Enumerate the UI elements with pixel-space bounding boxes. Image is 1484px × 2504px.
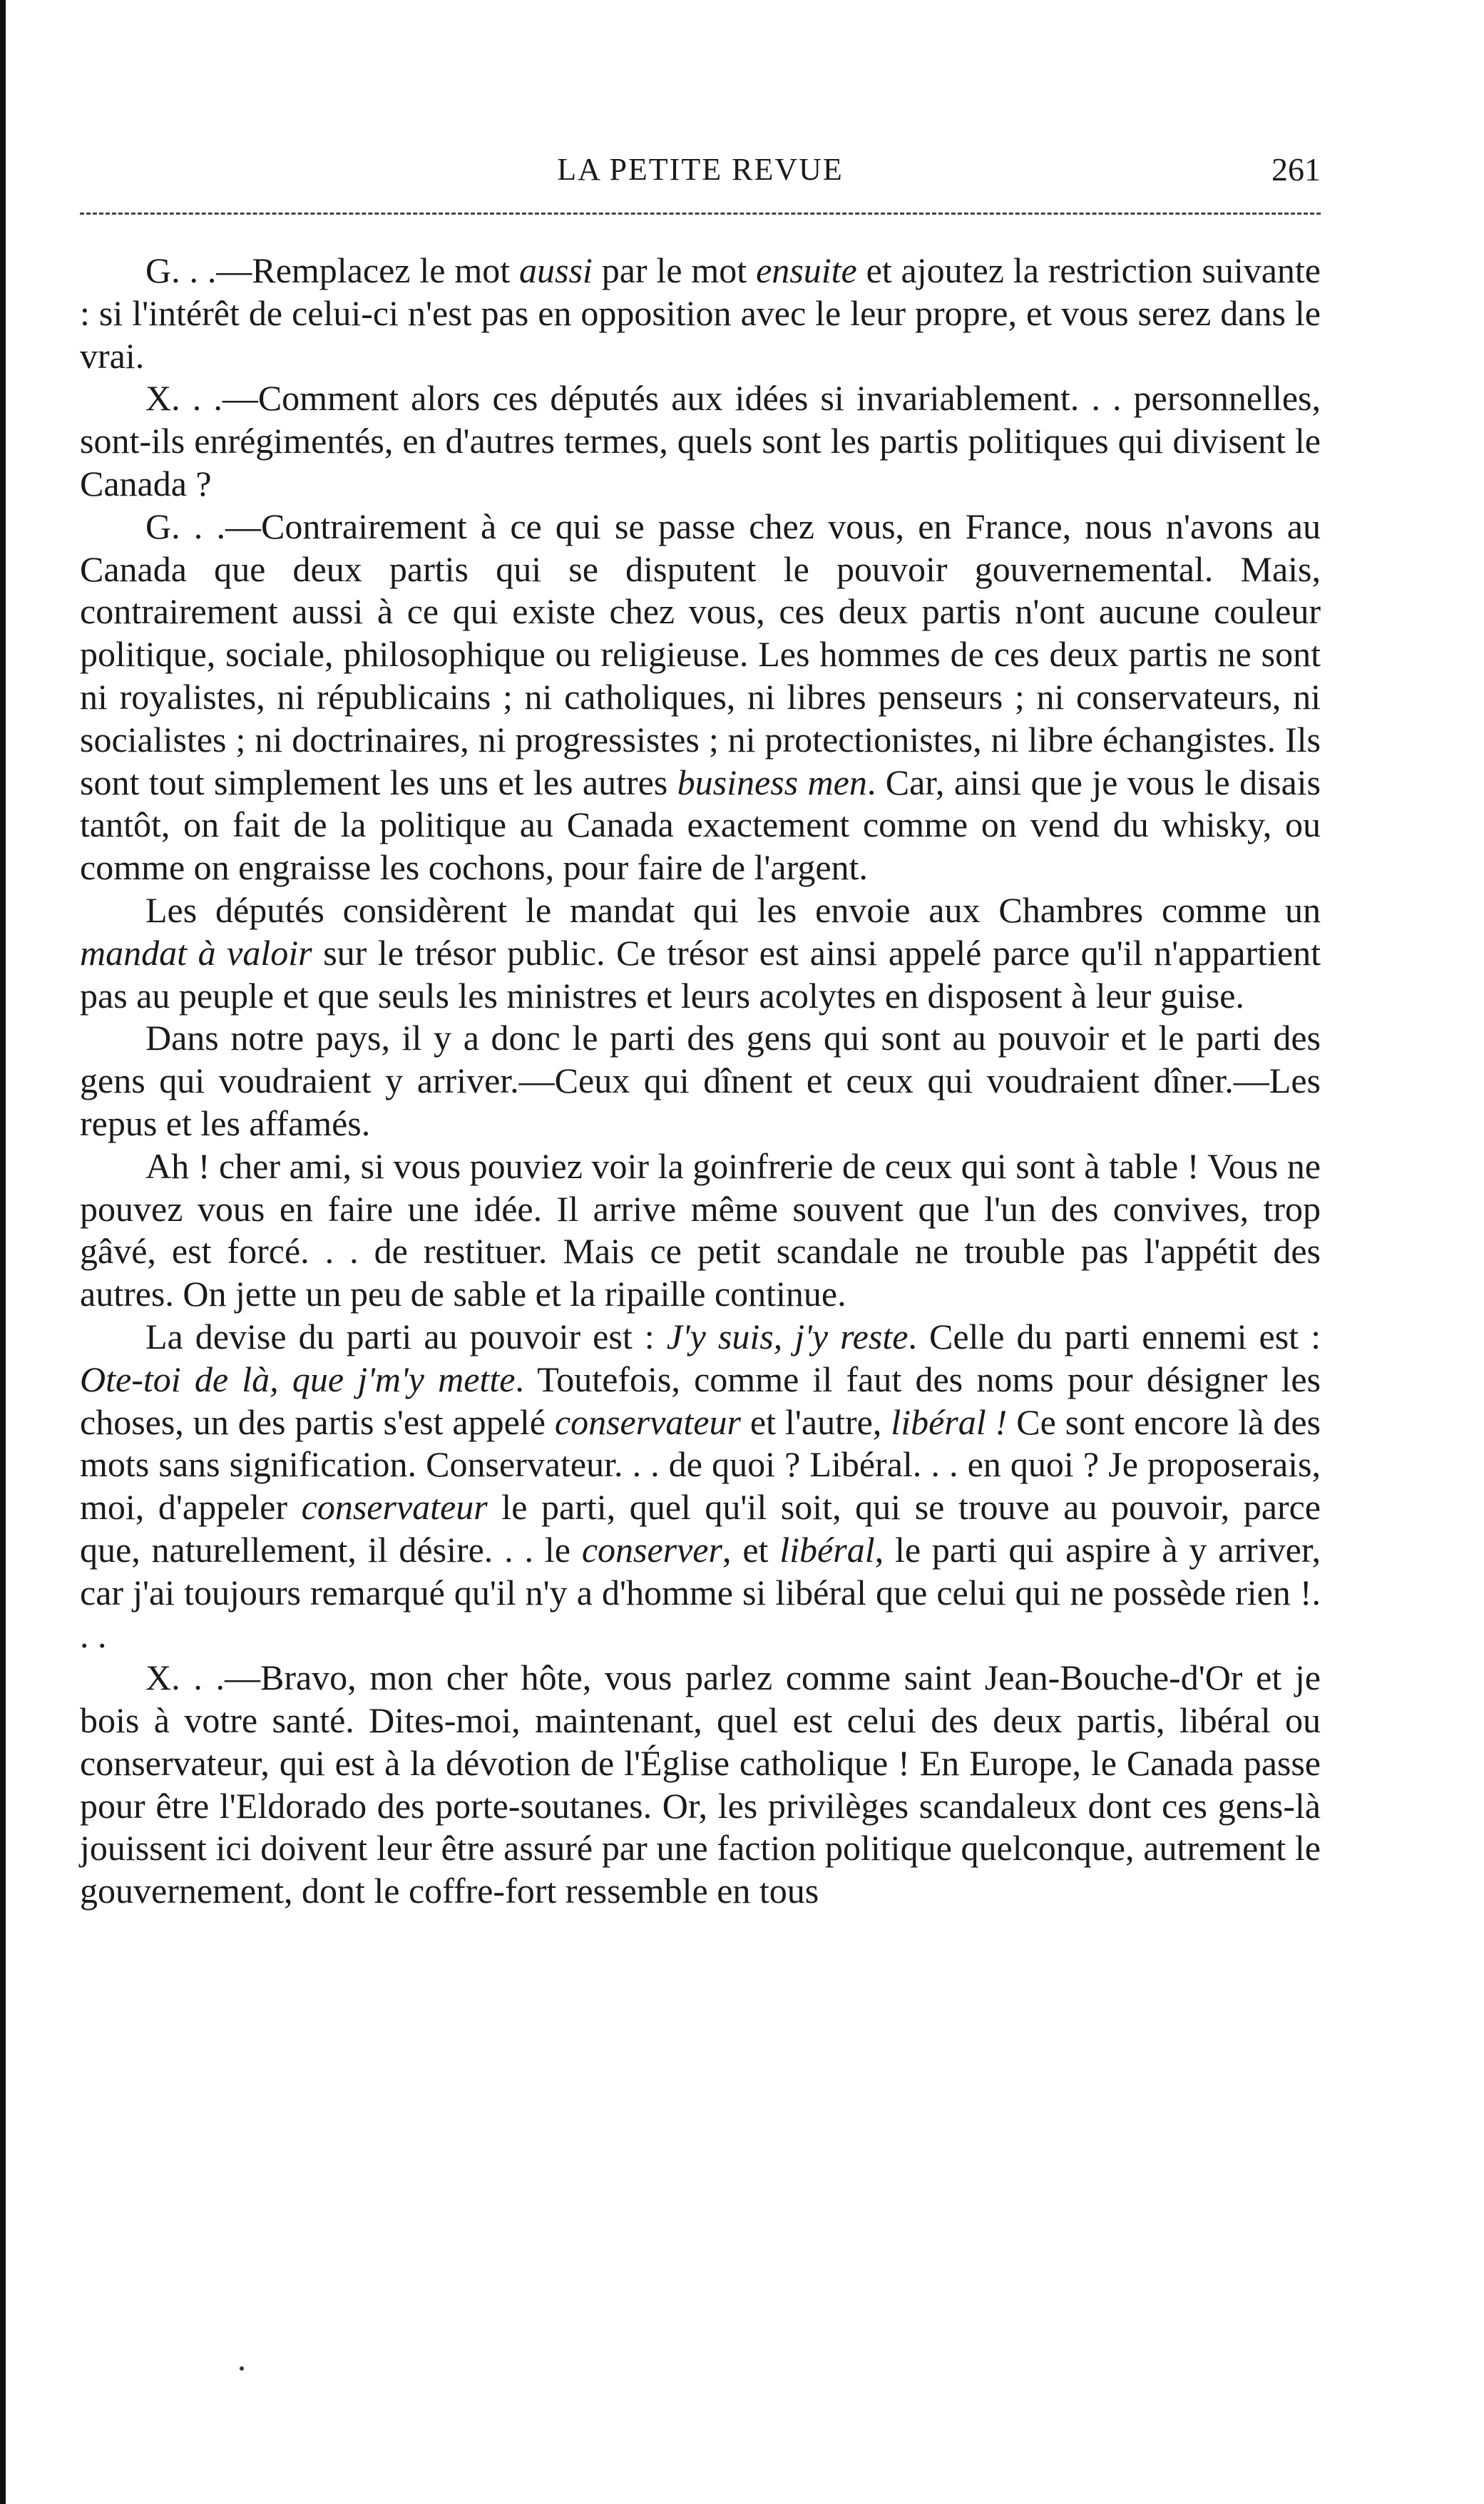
book-spine-edge <box>0 0 6 2504</box>
text-run: , le parti qui aspire à y arriver, car j'ai toujours remarqué qu'il n'y a d'homme si libéral que celui qui ne possède rien !. . . <box>80 1529 1321 1655</box>
header-rule <box>80 213 1321 215</box>
page-number: 261 <box>1271 151 1321 188</box>
italic-text: libéral <box>779 1529 875 1570</box>
italic-text: business men <box>677 762 867 802</box>
paragraph <box>80 1316 1321 1657</box>
text-run: X. . .—Bravo, mon cher hôte, vous parlez comme saint Jean-Bouche-d'Or et je bois à votre santé. Dites-moi, maintenant, quel est celui des deux partis, libéral ou conservateur, qui est à la dévotion de l'Église catholique ! En Europe, le Canada passe pour être l'Eldorado des porte-soutanes. Or, les privilèges scandaleux dont ces gens-là jouissent ici doivent leur être assuré par une faction politique quelconque, autrement le gouvernement, dont le coffre-fort ressemble en tous <box>80 1657 1321 1911</box>
paragraph <box>80 1145 1321 1316</box>
running-title: LA PETITE REVUE <box>557 152 844 187</box>
text-run: le parti, quel qu'il soit, qui se trouve au pouvoir, parce que, naturellement, il désire. . . le <box>80 1487 1321 1570</box>
text-run: , et <box>722 1529 780 1570</box>
italic-text: ensuite <box>756 250 857 290</box>
italic-text: aussi <box>519 250 593 290</box>
italic-text: Ote-toi de là, que j'm'y mette <box>80 1359 516 1399</box>
ink-speck <box>240 2366 244 2371</box>
text-run: et l'autre, <box>740 1401 891 1442</box>
paragraph <box>80 1657 1321 1913</box>
text-run: Dans notre pays, il y a donc le parti des gens qui sont au pouvoir et le parti des gens qui voudraient y arriver.—Ceux qui dînent et ceux qui voudraient dîner.—Les repus et les affamés. <box>80 1018 1321 1143</box>
text-run: sur le trésor public. Ce trésor est ainsi appelé parce qu'il n'appartient pas au peuple et que seuls les ministres et leurs acolytes en disposent à leur guise. <box>80 932 1321 1016</box>
paragraph <box>80 377 1321 505</box>
text-run: . Celle du parti ennemi est : <box>908 1316 1321 1356</box>
text-run: La devise du parti au pouvoir est : <box>145 1316 667 1356</box>
page-header <box>80 148 1321 191</box>
italic-text: mandat à valoir <box>80 932 312 973</box>
body-text <box>80 250 1321 1913</box>
text-run: et ajoutez la restriction suivante : si l'intérêt de celui-ci n'est pas en opposition avec le leur propre, et vous serez dans le vrai. <box>80 250 1321 376</box>
paragraph <box>80 506 1321 889</box>
text-run: . Toutefois, comme il faut des noms pour désigner les choses, un des partis s'est appelé <box>80 1359 1321 1442</box>
text-run: Ce sont encore là des mots sans signification. Conservateur. . . de quoi ? Libéral. . . en quoi ? Je proposerais, moi, d'appeler <box>80 1401 1321 1528</box>
text-run: . Car, ainsi que je vous le disais tantôt, on fait de la politique au Canada exactement comme on vend du whisky, ou comme on engraisse les cochons, pour faire de l'argent. <box>80 762 1321 888</box>
italic-text: J'y suis, j'y reste <box>666 1316 909 1356</box>
italic-text: conservateur <box>554 1401 741 1442</box>
italic-text: libéral ! <box>891 1401 1008 1442</box>
italic-text: conservateur <box>301 1487 488 1528</box>
text-run: X. . .—Comment alors ces députés aux idées si invariablement. . . personnelles, sont-ils enrégimentés, en d'autres termes, quels sont les partis politiques qui divisent le Canada ? <box>80 378 1321 504</box>
italic-text: conserver <box>581 1529 722 1570</box>
text-run: G. . .—Contrairement à ce qui se passe chez vous, en France, nous n'avons au Canada que deux partis qui se disputent le pouvoir gouvernemental. Mais, contrairement aussi à ce qui existe chez vous, ces deux partis n'ont aucune couleur politique, sociale, philosophique ou religieuse. Les hommes de ces deux partis ne sont ni royalistes, ni républicains ; ni catholiques, ni libres penseurs ; ni conservateurs, ni socialistes ; ni doctrinaires, ni progressistes ; ni protectionistes, ni libre échangistes. Ils sont tout simplement les uns et les autres <box>80 506 1321 802</box>
text-run: G. . .—Remplacez le mot <box>145 250 519 290</box>
paragraph <box>80 1017 1321 1145</box>
text-run: par le mot <box>592 250 757 290</box>
paragraph <box>80 250 1321 377</box>
text-run: Les députés considèrent le mandat qui les envoie aux Chambres comme un <box>145 889 1321 930</box>
text-run: Ah ! cher ami, si vous pouviez voir la goinfrerie de ceux qui sont à table ! Vous ne pouvez vous en faire une idée. Il arrive même souvent que l'un des convives, trop gâvé, est forcé. . . de restituer. Mais ce petit scandale ne trouble pas l'appétit des autres. On jette un peu de sable et la ripaille continue. <box>80 1145 1321 1314</box>
paragraph <box>80 889 1321 1017</box>
